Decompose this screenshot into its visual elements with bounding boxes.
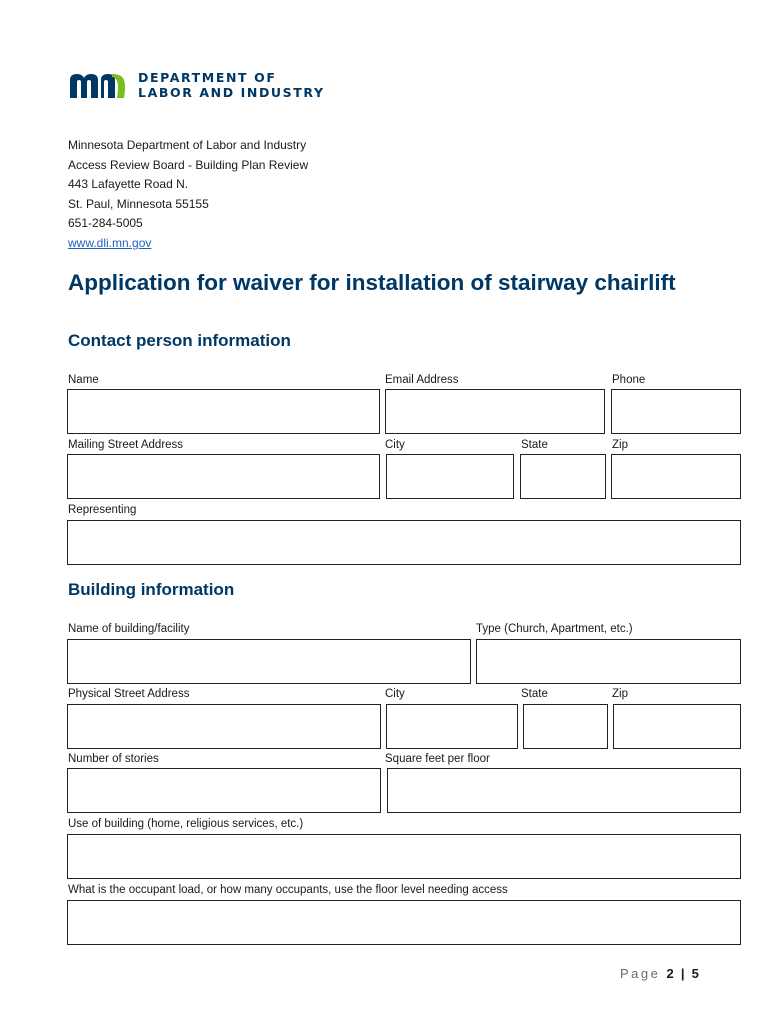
mn-logo-icon — [68, 70, 130, 100]
building-state-field[interactable] — [523, 704, 608, 749]
mailing-address-field[interactable] — [67, 454, 380, 499]
address-line-2: Access Review Board - Building Plan Review — [68, 157, 309, 172]
page-separator: | — [680, 966, 686, 981]
building-state-label: State — [521, 688, 548, 700]
phone-label: Phone — [612, 374, 646, 386]
website-link[interactable]: www.dli.mn.gov — [68, 235, 152, 250]
page-word: Page — [620, 966, 661, 981]
address-line-3: 443 Lafayette Road N. — [68, 177, 189, 192]
facility-name-field[interactable] — [67, 639, 471, 684]
mailing-address-label: Mailing Street Address — [68, 439, 184, 451]
address-line-4: St. Paul, Minnesota 55155 — [68, 196, 209, 211]
address-block — [68, 136, 308, 254]
stories-label: Number of stories — [68, 753, 159, 765]
physical-address-field[interactable] — [67, 704, 381, 749]
representing-field[interactable] — [67, 520, 741, 565]
occupant-load-field[interactable] — [67, 900, 741, 945]
type-field[interactable] — [476, 639, 741, 684]
state-label: State — [521, 439, 548, 451]
city-field[interactable] — [386, 454, 514, 499]
representing-label: Representing — [68, 504, 137, 516]
page-current: 2 — [666, 966, 675, 981]
address-phone: 651-284-5005 — [68, 216, 143, 231]
zip-label: Zip — [612, 439, 628, 451]
email-field[interactable] — [385, 389, 605, 434]
square-feet-field[interactable] — [387, 768, 741, 813]
physical-address-label: Physical Street Address — [68, 688, 190, 700]
zip-field[interactable] — [611, 454, 741, 499]
stories-field[interactable] — [67, 768, 381, 813]
logo-line-2: LABOR AND INDUSTRY — [138, 85, 325, 100]
square-feet-label: Square feet per floor — [385, 753, 490, 765]
page-number — [620, 966, 700, 981]
email-label: Email Address — [385, 374, 459, 386]
name-label: Name — [68, 374, 99, 386]
state-field[interactable] — [520, 454, 606, 499]
name-field[interactable] — [67, 389, 380, 434]
logo-line-1: DEPARTMENT OF — [138, 70, 277, 85]
building-city-label: City — [385, 688, 405, 700]
facility-name-label: Name of building/facility — [68, 623, 190, 635]
phone-field[interactable] — [611, 389, 741, 434]
type-label: Type (Church, Apartment, etc.) — [476, 623, 633, 635]
building-city-field[interactable] — [386, 704, 518, 749]
page-total: 5 — [691, 966, 700, 981]
building-zip-label: Zip — [612, 688, 628, 700]
building-zip-field[interactable] — [613, 704, 741, 749]
building-section-heading: Building information — [68, 580, 235, 599]
use-field[interactable] — [67, 834, 741, 879]
occupant-load-label: What is the occupant load, or how many occupants, use the floor level needing access — [68, 884, 508, 896]
address-line-1: Minnesota Department of Labor and Industry — [68, 138, 307, 152]
page-title: Application for waiver for installation of stairway chairlift — [68, 270, 676, 295]
contact-section-heading: Contact person information — [68, 331, 291, 350]
logo-wordmark — [138, 70, 325, 100]
city-label: City — [385, 439, 405, 451]
use-label: Use of building (home, religious services, etc.) — [68, 818, 304, 830]
